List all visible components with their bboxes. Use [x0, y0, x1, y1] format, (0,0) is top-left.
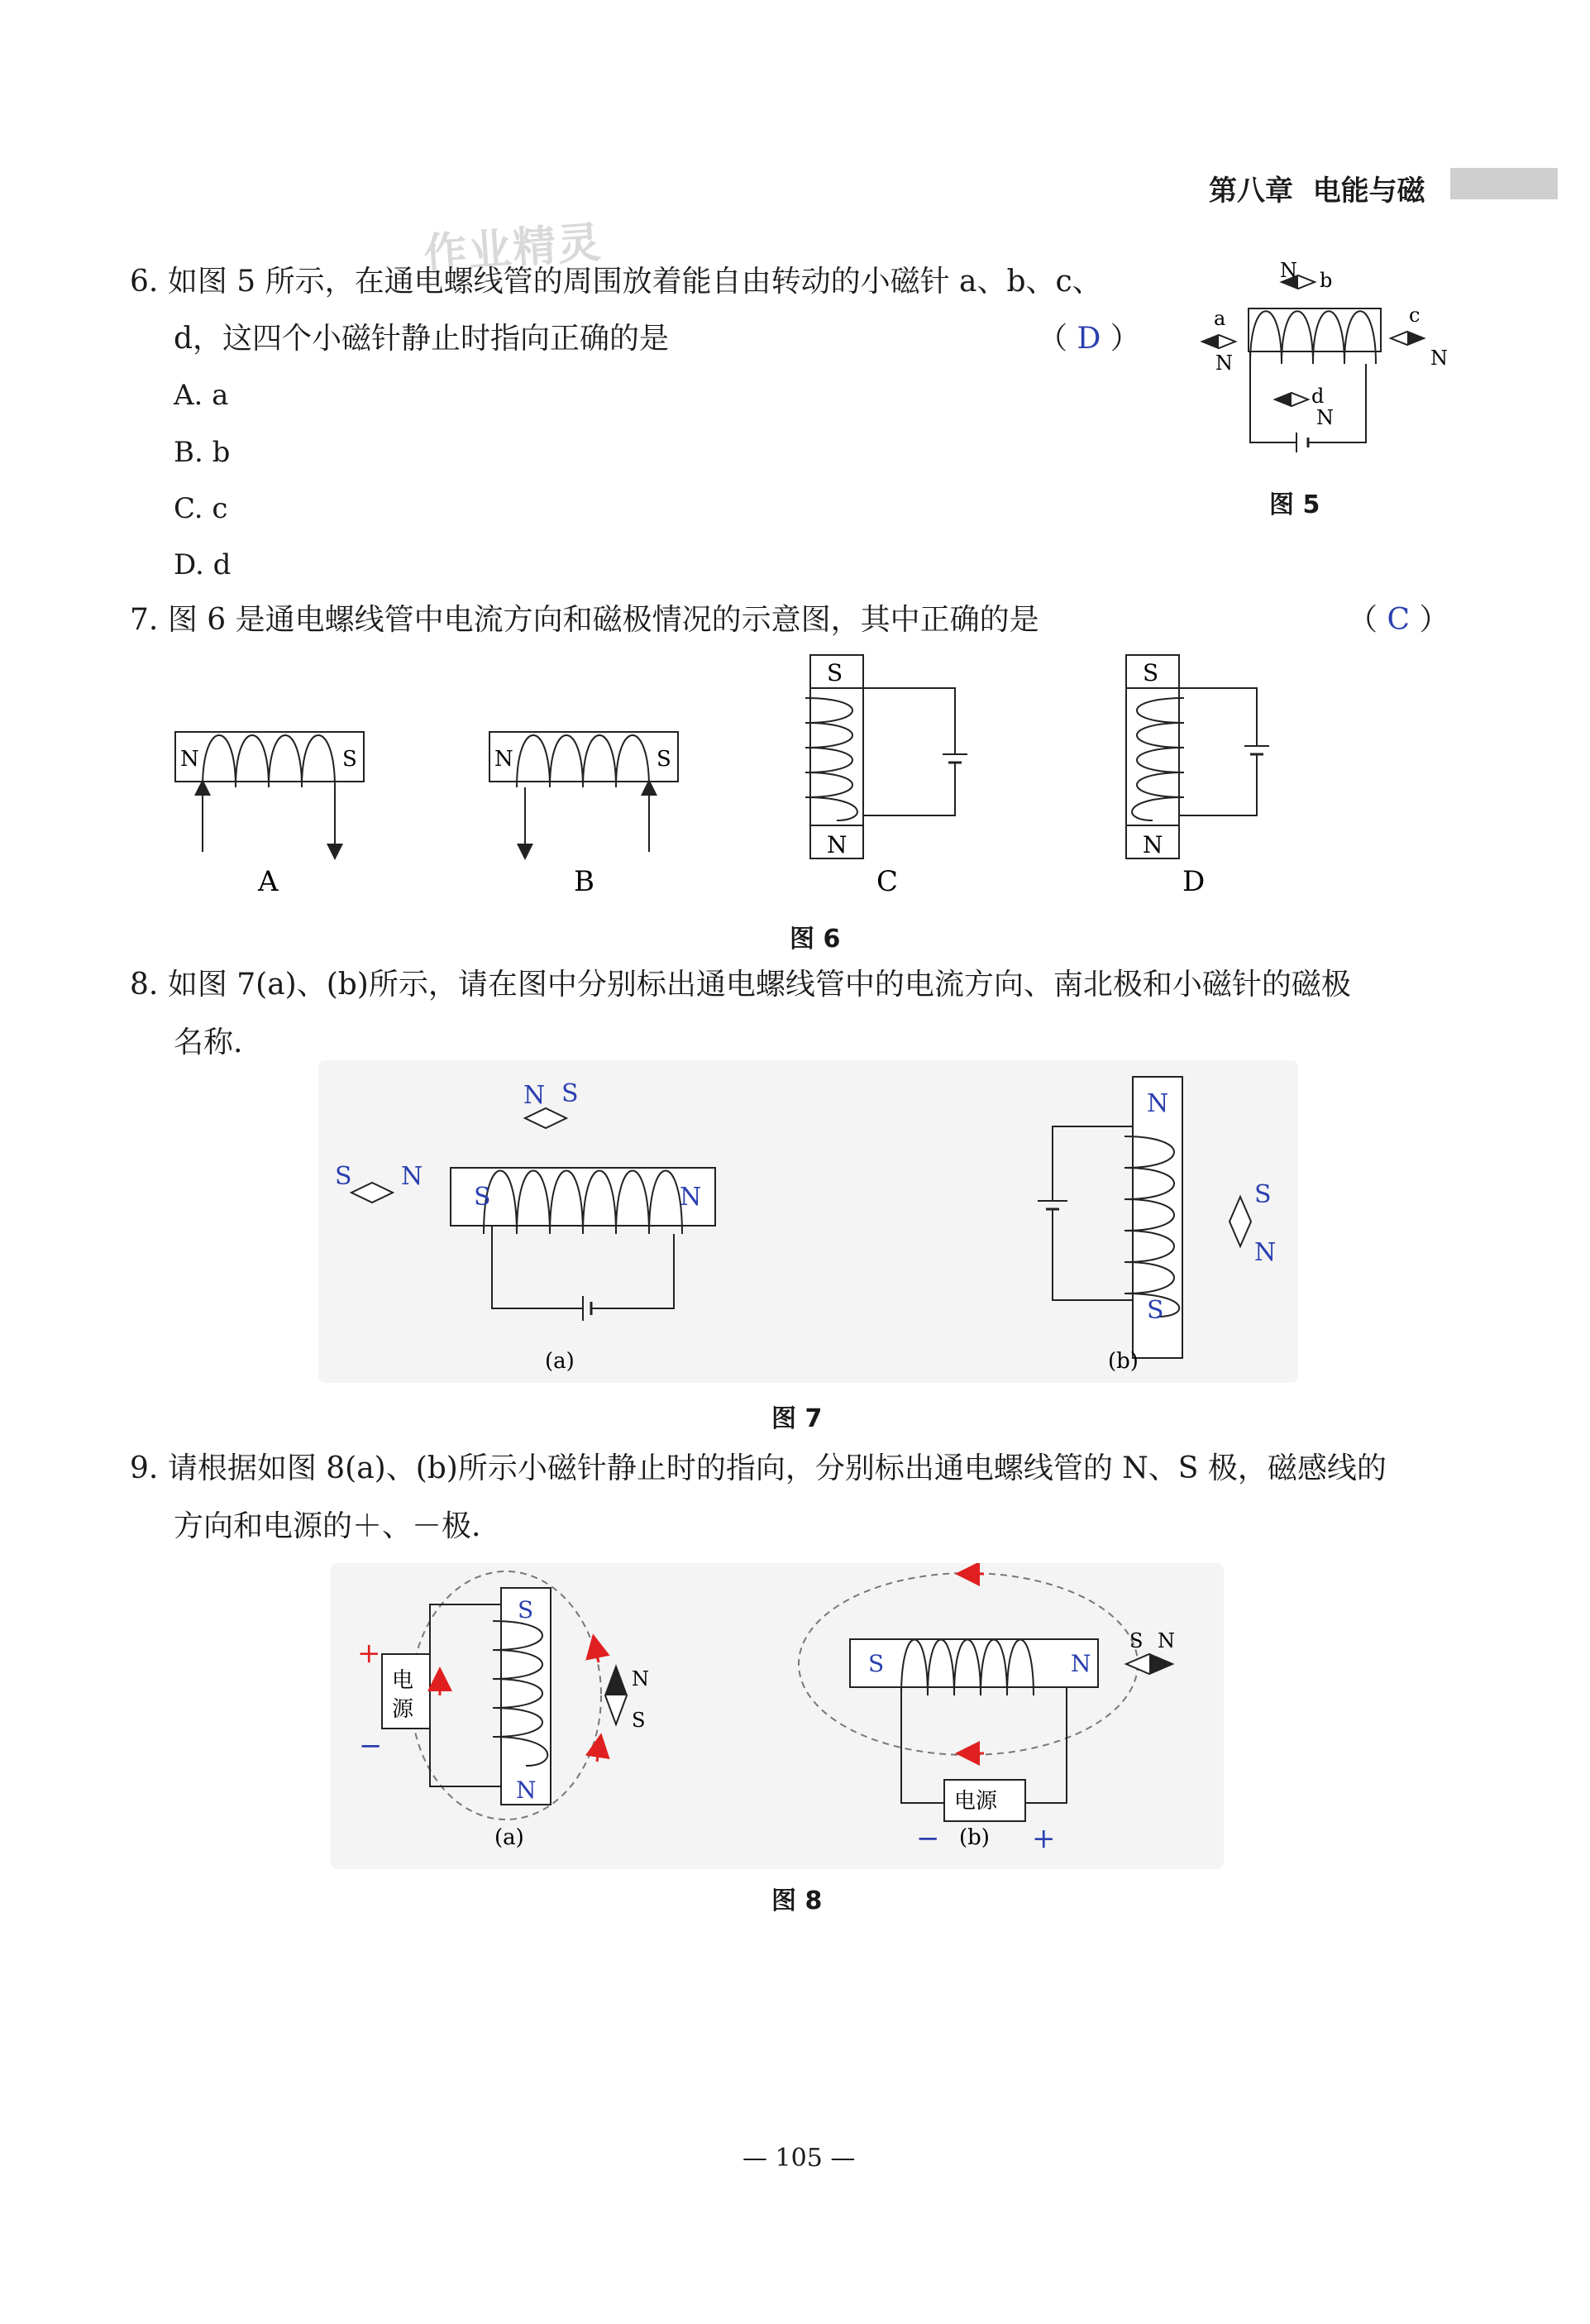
- svg-text:S: S: [1129, 1629, 1144, 1652]
- q9-line2: 方向和电源的＋、－极.: [174, 1509, 481, 1543]
- q7-number: 7.: [130, 603, 159, 637]
- svg-text:S: S: [1147, 1296, 1164, 1325]
- fig8-b: [799, 1573, 1175, 1855]
- q7-answer: C: [1387, 603, 1410, 637]
- svg-text:N: N: [1158, 1629, 1175, 1652]
- page-number: — 105 —: [742, 2144, 856, 2173]
- q6-line1: [130, 262, 1102, 302]
- svg-text:源: 源: [392, 1697, 414, 1722]
- q6-answer: D: [1077, 322, 1101, 356]
- fig6-option-a: [175, 732, 364, 852]
- chapter-title: [1209, 168, 1425, 208]
- watermark: 作业精灵: [422, 218, 604, 280]
- svg-text:N: N: [401, 1162, 423, 1191]
- fig5-label-N-c: N: [1430, 347, 1448, 370]
- svg-text:S: S: [657, 747, 671, 772]
- svg-text:S: S: [827, 659, 843, 686]
- fig8-sub-a: (a): [494, 1825, 524, 1850]
- svg-text:N: N: [827, 831, 848, 858]
- q6-option-b: B. b: [174, 436, 231, 469]
- svg-text:电: 电: [392, 1668, 414, 1693]
- fig5-caption: 图 5: [1269, 490, 1320, 519]
- chapter-name: 电能与磁: [1312, 175, 1425, 208]
- fig6-label-c: C: [876, 865, 899, 898]
- q9-text-1: 请根据如图 8(a)、(b)所示小磁针静止时的指向，分别标出通电螺线管的 N、S 极，磁感线的: [167, 1451, 1387, 1485]
- q6-option-a: A. a: [174, 379, 229, 412]
- svg-text:+: +: [1032, 1822, 1056, 1855]
- q6-number: 6.: [130, 265, 159, 299]
- svg-text:N: N: [1254, 1238, 1277, 1267]
- svg-text:S: S: [518, 1596, 534, 1623]
- fig5-needle-d-tip: [1275, 393, 1292, 406]
- q9-line1: [130, 1449, 1387, 1489]
- fig6-label-a: A: [258, 865, 279, 898]
- svg-text:S: S: [1254, 1180, 1272, 1209]
- fig6-option-c: [805, 655, 967, 858]
- q6-option-d: D. d: [174, 548, 232, 581]
- q8-number: 8.: [130, 968, 159, 1002]
- fig6-caption: 图 6: [790, 925, 841, 954]
- fig6-label-b: B: [574, 865, 594, 898]
- q8-line1: [130, 965, 1351, 1005]
- q6-line2: d，这四个小磁针静止时指向正确的是: [174, 322, 670, 356]
- fig6-label-d: D: [1182, 865, 1206, 898]
- fig5-label-d: d: [1311, 385, 1325, 408]
- svg-text:−: −: [359, 1729, 383, 1762]
- figure-7: [318, 1060, 1298, 1391]
- fig7-sub-a: (a): [545, 1349, 575, 1374]
- q7-line: [130, 600, 1039, 640]
- fig7-sub-b: (b): [1108, 1349, 1139, 1374]
- svg-text:S: S: [632, 1709, 646, 1732]
- q6-option-c: C. c: [174, 492, 228, 525]
- svg-text:N: N: [1071, 1650, 1091, 1677]
- fig5-label-N-d: N: [1316, 406, 1334, 429]
- fig8-sub-b: (b): [959, 1825, 990, 1850]
- q7-text: 图 6 是通电螺线管中电流方向和磁极情况的示意图，其中正确的是: [167, 603, 1039, 637]
- fig5-label-N-a: N: [1215, 351, 1233, 375]
- fig8-caption: 图 8: [771, 1886, 823, 1915]
- fig6-option-b: [489, 732, 678, 852]
- fig5-coil: [1250, 311, 1376, 364]
- figure-6: [165, 645, 1306, 901]
- fig5-label-b: b: [1320, 269, 1333, 292]
- fig7-caption: 图 7: [771, 1404, 823, 1433]
- svg-text:S: S: [335, 1162, 352, 1191]
- fig5-label-c: c: [1409, 304, 1420, 327]
- q6-text-1: 如图 5 所示，在通电螺线管的周围放着能自由转动的小磁针 a、b、c、: [167, 265, 1102, 299]
- svg-text:S: S: [474, 1183, 491, 1212]
- q8-text-1: 如图 7(a)、(b)所示，请在图中分别标出通电螺线管中的电流方向、南北极和小磁针的磁极: [167, 968, 1351, 1002]
- fig7-b: [1038, 1077, 1276, 1358]
- q7-answer-bracket: （ C ）: [1348, 603, 1449, 637]
- header-bar: [1450, 168, 1558, 199]
- fig5-label-N-b: N: [1280, 259, 1297, 282]
- svg-text:电源: 电源: [954, 1789, 998, 1814]
- chapter-number: 第八章: [1209, 175, 1293, 208]
- svg-text:S: S: [561, 1079, 579, 1108]
- svg-text:N: N: [632, 1667, 649, 1690]
- fig7-a: [335, 1079, 715, 1321]
- q6-answer-bracket: （ D ）: [1038, 322, 1140, 356]
- figure-5: [1149, 252, 1472, 459]
- svg-text:+: +: [357, 1637, 381, 1670]
- svg-text:N: N: [1143, 831, 1163, 858]
- fig6-option-d: [1126, 655, 1269, 858]
- fig8-a: [357, 1571, 649, 1820]
- svg-text:N: N: [180, 747, 199, 772]
- svg-text:S: S: [868, 1650, 885, 1677]
- svg-text:S: S: [1143, 659, 1159, 686]
- fig5-needle-c-tip: [1407, 332, 1424, 345]
- svg-text:N: N: [516, 1776, 537, 1804]
- q8-line2: 名称.: [174, 1026, 243, 1059]
- svg-text:N: N: [680, 1183, 702, 1212]
- svg-text:N: N: [494, 747, 513, 772]
- svg-text:−: −: [916, 1822, 940, 1855]
- svg-text:N: N: [523, 1081, 546, 1110]
- svg-text:N: N: [1147, 1089, 1169, 1118]
- figure-8: [331, 1563, 1249, 1869]
- fig5-label-a: a: [1214, 307, 1226, 330]
- fig5-needle-a-tip: [1202, 335, 1219, 348]
- svg-text:S: S: [342, 747, 357, 772]
- q9-number: 9.: [130, 1451, 159, 1485]
